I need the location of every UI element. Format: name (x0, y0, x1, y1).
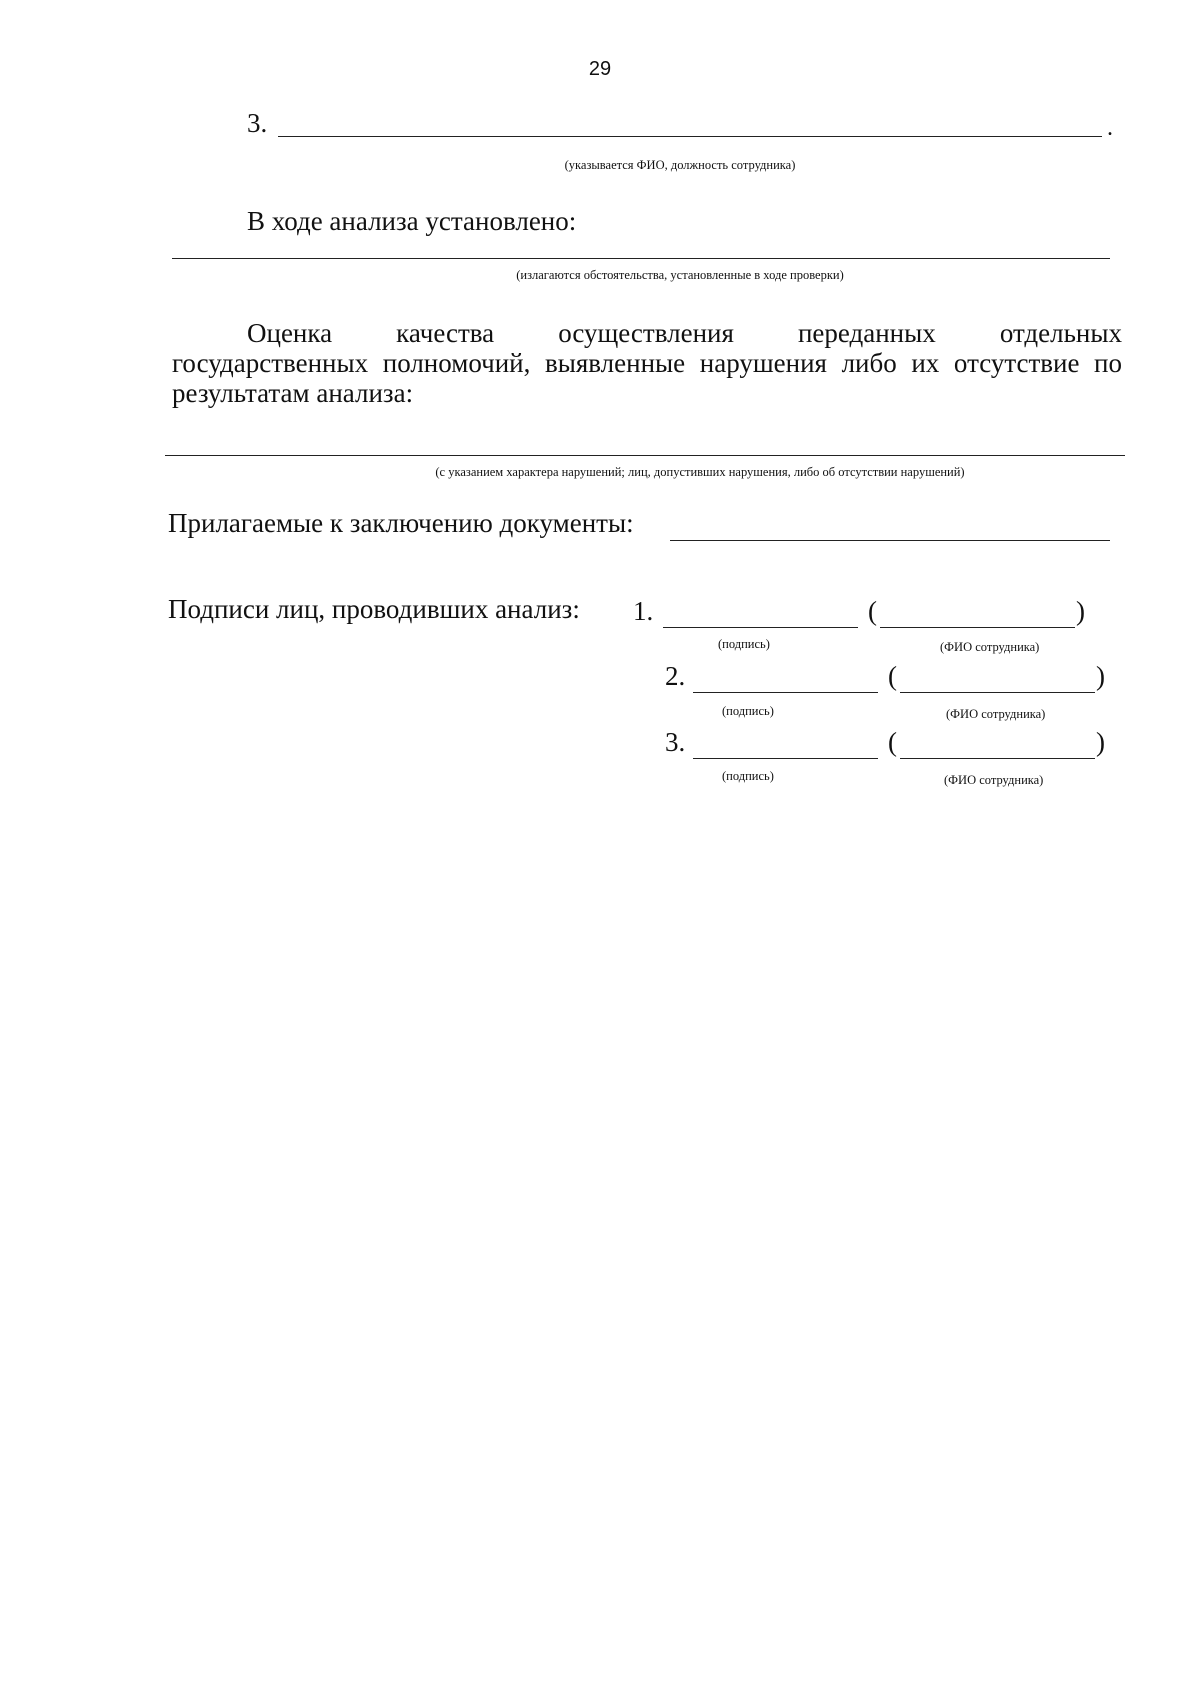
signature-blank-line[interactable] (693, 692, 878, 693)
attachments-label: Прилагаемые к заключению документы: (168, 508, 634, 538)
assessment-paragraph (172, 318, 1122, 408)
close-paren: ) (1096, 661, 1105, 691)
item-3-blank-line[interactable] (278, 136, 1102, 137)
assessment-line-3: результатам анализа: (172, 378, 414, 408)
findings-caption: (излагаются обстоятельства, установленные в ходе проверки) (516, 268, 844, 282)
assessment-caption: (с указанием характера нарушений; лиц, допустивших нарушения, либо об отсутствии нарушений) (435, 465, 965, 479)
signature-caption: (подпись) (722, 704, 774, 718)
item-3-trailing-dot: . (1107, 115, 1113, 141)
assessment-word: осуществления (558, 318, 734, 348)
open-paren: ( (888, 727, 897, 757)
findings-blank-line[interactable] (172, 258, 1110, 259)
signature-row-number: 2. (665, 661, 686, 691)
name-blank-line[interactable] (900, 692, 1095, 693)
name-caption: (ФИО сотрудника) (944, 773, 1044, 787)
assessment-word: переданных (797, 318, 936, 348)
assessment-line-2: государственных полномочий, выявленные нарушения либо их отсутствие по (172, 348, 1122, 378)
signature-row-number: 3. (665, 727, 686, 757)
signature-row-number: 1. (633, 596, 654, 626)
name-blank-line[interactable] (880, 627, 1075, 628)
name-blank-line[interactable] (900, 758, 1095, 759)
item-3-caption: (указывается ФИО, должность сотрудника) (564, 158, 796, 172)
assessment-blank-line[interactable] (165, 455, 1125, 456)
signature-caption: (подпись) (722, 769, 774, 783)
item-3-number: 3. (247, 108, 268, 138)
findings-heading: В ходе анализа установлено: (247, 206, 577, 236)
attachments-blank-line[interactable] (670, 540, 1110, 541)
assessment-word: качества (396, 318, 495, 348)
name-caption: (ФИО сотрудника) (940, 640, 1040, 654)
assessment-word: отдельных (999, 318, 1122, 348)
signature-blank-line[interactable] (693, 758, 878, 759)
name-caption: (ФИО сотрудника) (946, 707, 1046, 721)
assessment-line-1 (172, 318, 1122, 348)
open-paren: ( (888, 661, 897, 691)
signature-blank-line[interactable] (663, 627, 858, 628)
signature-caption: (подпись) (718, 637, 770, 651)
signatures-label: Подписи лиц, проводивших анализ: (168, 594, 580, 624)
assessment-word: Оценка (247, 318, 333, 348)
close-paren: ) (1076, 596, 1085, 626)
open-paren: ( (868, 596, 877, 626)
page-number: 29 (588, 58, 612, 80)
close-paren: ) (1096, 727, 1105, 757)
